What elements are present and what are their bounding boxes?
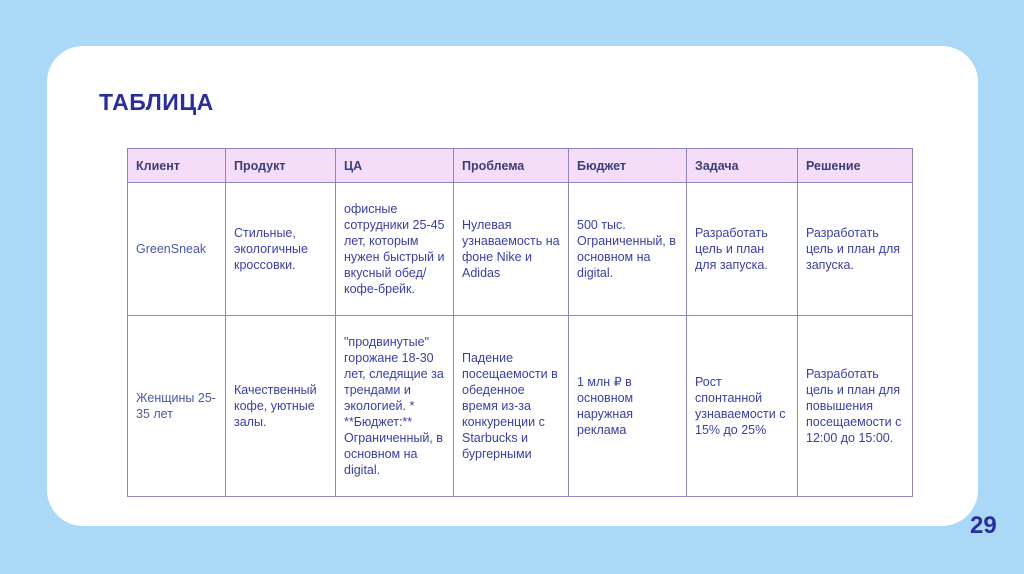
- cell-budget: 1 млн ₽ в основном наружная реклама: [569, 316, 687, 497]
- cell-audience: "продвинутые" горожане 18-30 лет, следящие за трендами и экологией. * **Бюджет:** Ограниченный, в основном на digital.: [336, 316, 454, 497]
- table-row: [128, 316, 913, 497]
- header-client: Клиент: [128, 149, 226, 183]
- cell-audience: офисные сотрудники 25-45 лет, которым нужен быстрый и вкусный обед/ кофе-брейк.: [336, 183, 454, 316]
- cell-client: Женщины 25-35 лет: [128, 316, 226, 497]
- header-problem: Проблема: [454, 149, 569, 183]
- header-budget: Бюджет: [569, 149, 687, 183]
- cell-product: Стильные, экологичные кроссовки.: [226, 183, 336, 316]
- cell-task: Рост спонтанной узнаваемости с 15% до 25%: [687, 316, 798, 497]
- cell-problem: Нулевая узнаваемость на фоне Nike и Adidas: [454, 183, 569, 316]
- cell-task: Разработать цель и план для запуска.: [687, 183, 798, 316]
- cell-problem: Падение посещаемости в обеденное время из-за конкуренции с Starbucks и бургерными: [454, 316, 569, 497]
- cell-solution: Разработать цель и план для запуска.: [798, 183, 913, 316]
- data-table: [127, 148, 913, 497]
- page-number: 29: [970, 512, 997, 539]
- header-task: Задача: [687, 149, 798, 183]
- header-product: Продукт: [226, 149, 336, 183]
- cell-solution: Разработать цель и план для повышения посещаемости с 12:00 до 15:00.: [798, 316, 913, 497]
- cell-budget: 500 тыс. Ограниченный, в основном на digital.: [569, 183, 687, 316]
- table-row: [128, 183, 913, 316]
- header-audience: ЦА: [336, 149, 454, 183]
- header-solution: Решение: [798, 149, 913, 183]
- table-header-row: [128, 149, 913, 183]
- cell-client: GreenSneak: [128, 183, 226, 316]
- slide-title: ТАБЛИЦА: [99, 89, 214, 115]
- cell-product: Качественный кофе, уютные залы.: [226, 316, 336, 497]
